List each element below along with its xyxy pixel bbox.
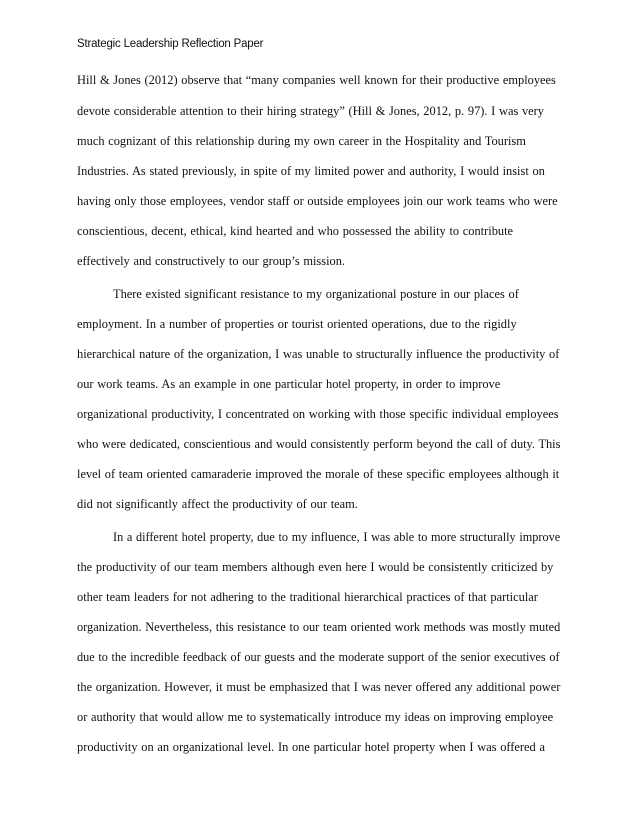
text-line: our work teams. As an example in one particular hotel property, in order to improve xyxy=(77,377,501,391)
text-line: effectively and constructively to our group’s mission. xyxy=(77,254,345,268)
text-line: organizational productivity, I concentrated on working with those specific individual employees xyxy=(77,407,559,421)
running-header: Strategic Leadership Reflection Paper xyxy=(77,38,264,50)
text-line: the productivity of our team members although even here I would be consistently criticized by xyxy=(77,560,554,574)
text-line: did not significantly affect the productivity of our team. xyxy=(77,497,358,511)
text-line: having only those employees, vendor staff or outside employees join our work teams who were xyxy=(77,194,558,208)
text-line: employment. In a number of properties or tourist oriented operations, due to the rigidly xyxy=(77,317,517,331)
paragraph-first-line: In a different hotel property, due to my influence, I was able to more structurally improve xyxy=(113,530,561,544)
text-line: who were dedicated, conscientious and would consistently perform beyond the call of duty. This xyxy=(77,437,561,451)
text-line: Industries. As stated previously, in spite of my limited power and authority, I would insist on xyxy=(77,164,545,178)
text-line: conscientious, decent, ethical, kind hearted and who possessed the ability to contribute xyxy=(77,224,514,238)
text-line: level of team oriented camaraderie improved the morale of these specific employees although it xyxy=(77,467,560,481)
text-line: organization. Nevertheless, this resistance to our team oriented work methods was mostly muted xyxy=(77,620,561,634)
text-line: devote considerable attention to their hiring strategy” (Hill & Jones, 2012, p. 97). I was very xyxy=(77,104,544,118)
text-line: the organization. However, it must be emphasized that I was never offered any additional power xyxy=(77,680,561,694)
text-line: due to the incredible feedback of our guests and the moderate support of the senior executives of xyxy=(77,650,560,664)
text-line: other team leaders for not adhering to the traditional hierarchical practices of that particular xyxy=(77,590,538,604)
text-line: much cognizant of this relationship during my own career in the Hospitality and Tourism xyxy=(77,134,526,148)
text-line: productivity on an organizational level. In one particular hotel property when I was offered a xyxy=(77,740,545,754)
text-line: hierarchical nature of the organization, I was unable to structurally influence the productivity of xyxy=(77,347,560,361)
text-line: or authority that would allow me to systematically introduce my ideas on improving employee xyxy=(77,710,554,724)
paragraph-first-line: There existed significant resistance to my organizational posture in our places of xyxy=(113,287,519,301)
text-line: Hill & Jones (2012) observe that “many companies well known for their productive employees xyxy=(77,73,556,87)
